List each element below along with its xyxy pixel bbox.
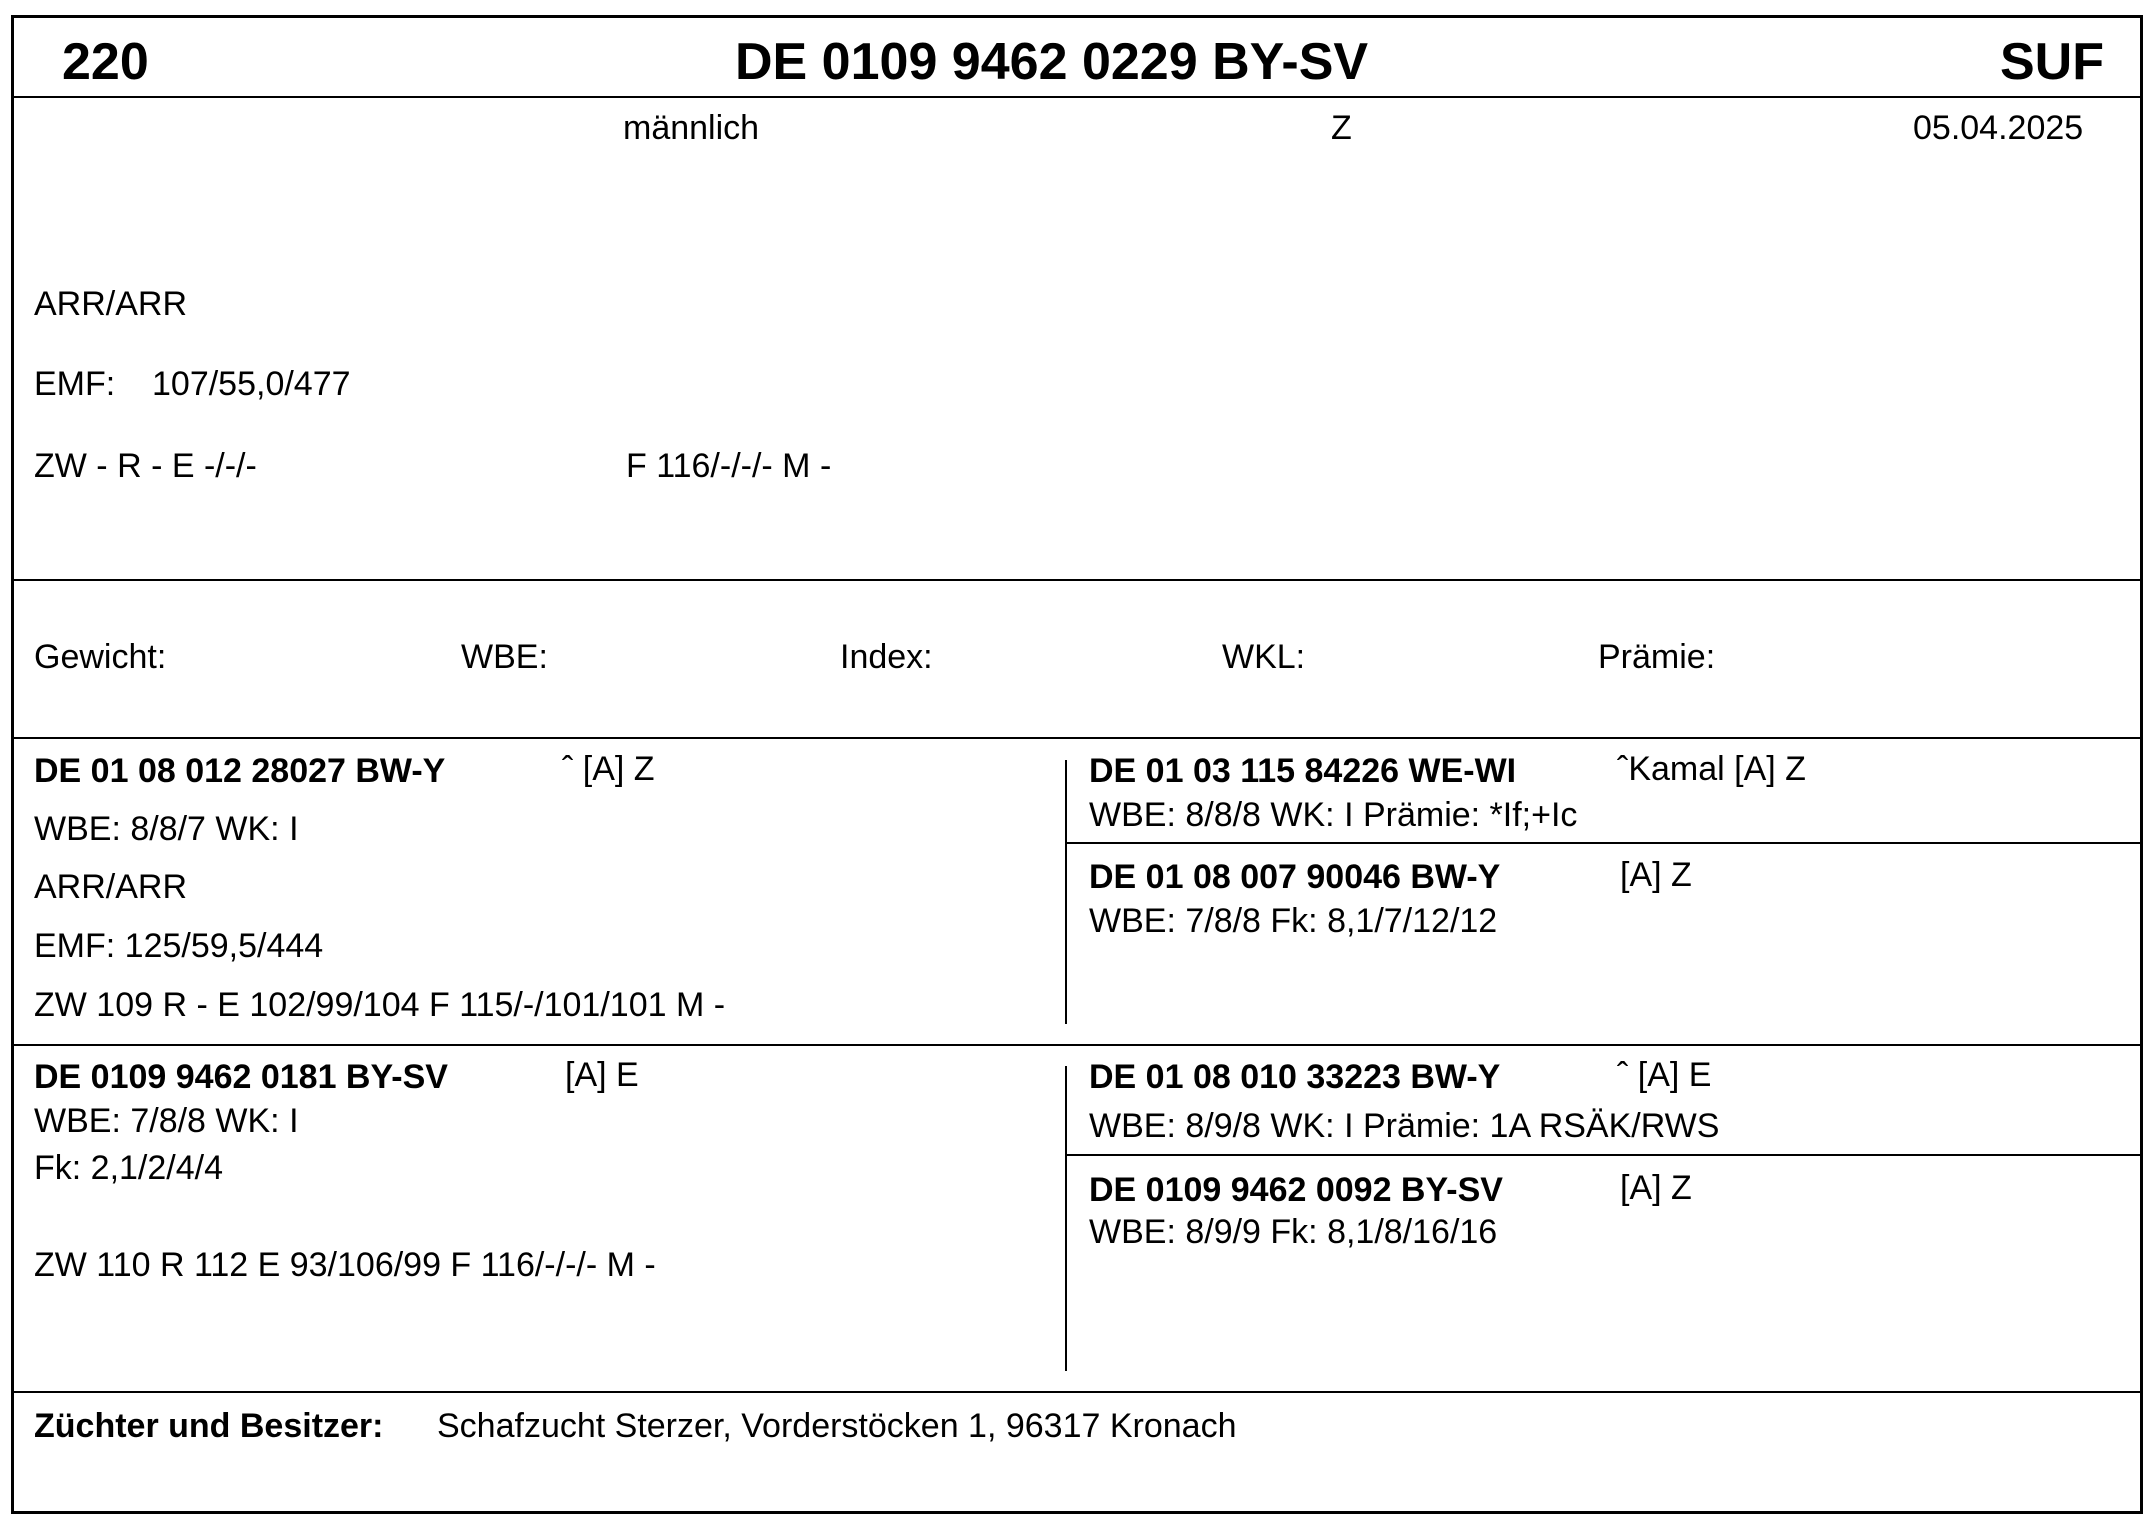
dam-sire-id: DE 01 08 010 33223 BW-Y xyxy=(1089,1058,1501,1096)
animal-id: DE 0109 9462 0229 BY-SV xyxy=(735,33,1369,91)
sire-sire-details: WBE: 8/8/8 WK: I Prämie: *If;+Ic xyxy=(1089,796,1578,834)
dam-fk: Fk: 2,1/2/4/4 xyxy=(34,1149,223,1187)
dam-wbe: WBE: 7/8/8 WK: I xyxy=(34,1102,299,1140)
sire-dam-tags: [A] Z xyxy=(1620,856,1692,894)
sire-breeding-values: ZW 109 R - E 102/99/104 F 115/-/101/101 M - xyxy=(34,986,726,1024)
emf-label: EMF: xyxy=(34,365,116,403)
wbe-label: WBE: xyxy=(461,638,548,676)
sire-column-divider xyxy=(1065,760,1067,1024)
sire-dam-id: DE 01 08 007 90046 BW-Y xyxy=(1089,858,1501,896)
dam-breeding-values: ZW 110 R 112 E 93/106/99 F 116/-/-/- M - xyxy=(34,1246,656,1284)
dam-tags: [A] E xyxy=(565,1056,639,1094)
dam-id: DE 0109 9462 0181 BY-SV xyxy=(34,1058,448,1096)
genotype: ARR/ARR xyxy=(34,285,188,323)
f-values: F 116/-/-/- M - xyxy=(626,447,832,485)
sire-genotype: ARR/ARR xyxy=(34,868,188,906)
dam-dam-tags: [A] Z xyxy=(1620,1169,1692,1207)
emf-value: 107/55,0/477 xyxy=(152,365,351,403)
dam-divider xyxy=(14,1391,2140,1393)
breed-code: SUF xyxy=(2000,33,2104,91)
sex: männlich xyxy=(623,109,760,147)
dam-dam-details: WBE: 8/9/9 Fk: 8,1/8/16/16 xyxy=(1089,1213,1498,1251)
sire-sire-tags: ˆKamal [A] Z xyxy=(1617,750,1806,788)
status-mark: Z xyxy=(1331,109,1352,147)
birth-date: 05.04.2025 xyxy=(1913,109,2084,147)
sire-tags: ˆ [A] Z xyxy=(562,750,655,788)
header-divider xyxy=(14,96,2140,98)
dam-sire-details: WBE: 8/9/8 WK: I Prämie: 1A RSÄK/RWS xyxy=(1089,1107,1720,1145)
dam-grandparents-divider xyxy=(1066,1154,2140,1156)
sire-emf: EMF: 125/59,5/444 xyxy=(34,927,324,965)
sire-divider xyxy=(14,1044,2140,1046)
sire-grandparents-divider xyxy=(1066,842,2140,844)
dam-dam-id: DE 0109 9462 0092 BY-SV xyxy=(1089,1171,1503,1209)
breeder-label: Züchter und Besitzer: xyxy=(34,1407,384,1445)
sire-sire-id: DE 01 03 115 84226 WE-WI xyxy=(1089,752,1517,790)
sire-wbe: WBE: 8/8/7 WK: I xyxy=(34,810,299,848)
weight-label: Gewicht: xyxy=(34,638,167,676)
info-divider xyxy=(14,579,2140,581)
metrics-divider xyxy=(14,737,2140,739)
dam-sire-tags: ˆ [A] E xyxy=(1617,1056,1712,1094)
breeder-value: Schafzucht Sterzer, Vorderstöcken 1, 96317 Kronach xyxy=(437,1407,1237,1445)
sire-id: DE 01 08 012 28027 BW-Y xyxy=(34,752,446,790)
breeding-values: ZW - R - E -/-/- xyxy=(34,447,257,485)
dam-column-divider xyxy=(1065,1066,1067,1371)
index-label: Index: xyxy=(840,638,933,676)
wkl-label: WKL: xyxy=(1222,638,1306,676)
sire-dam-details: WBE: 7/8/8 Fk: 8,1/7/12/12 xyxy=(1089,902,1498,940)
praemie-label: Prämie: xyxy=(1598,638,1716,676)
catalog-number: 220 xyxy=(62,33,149,91)
